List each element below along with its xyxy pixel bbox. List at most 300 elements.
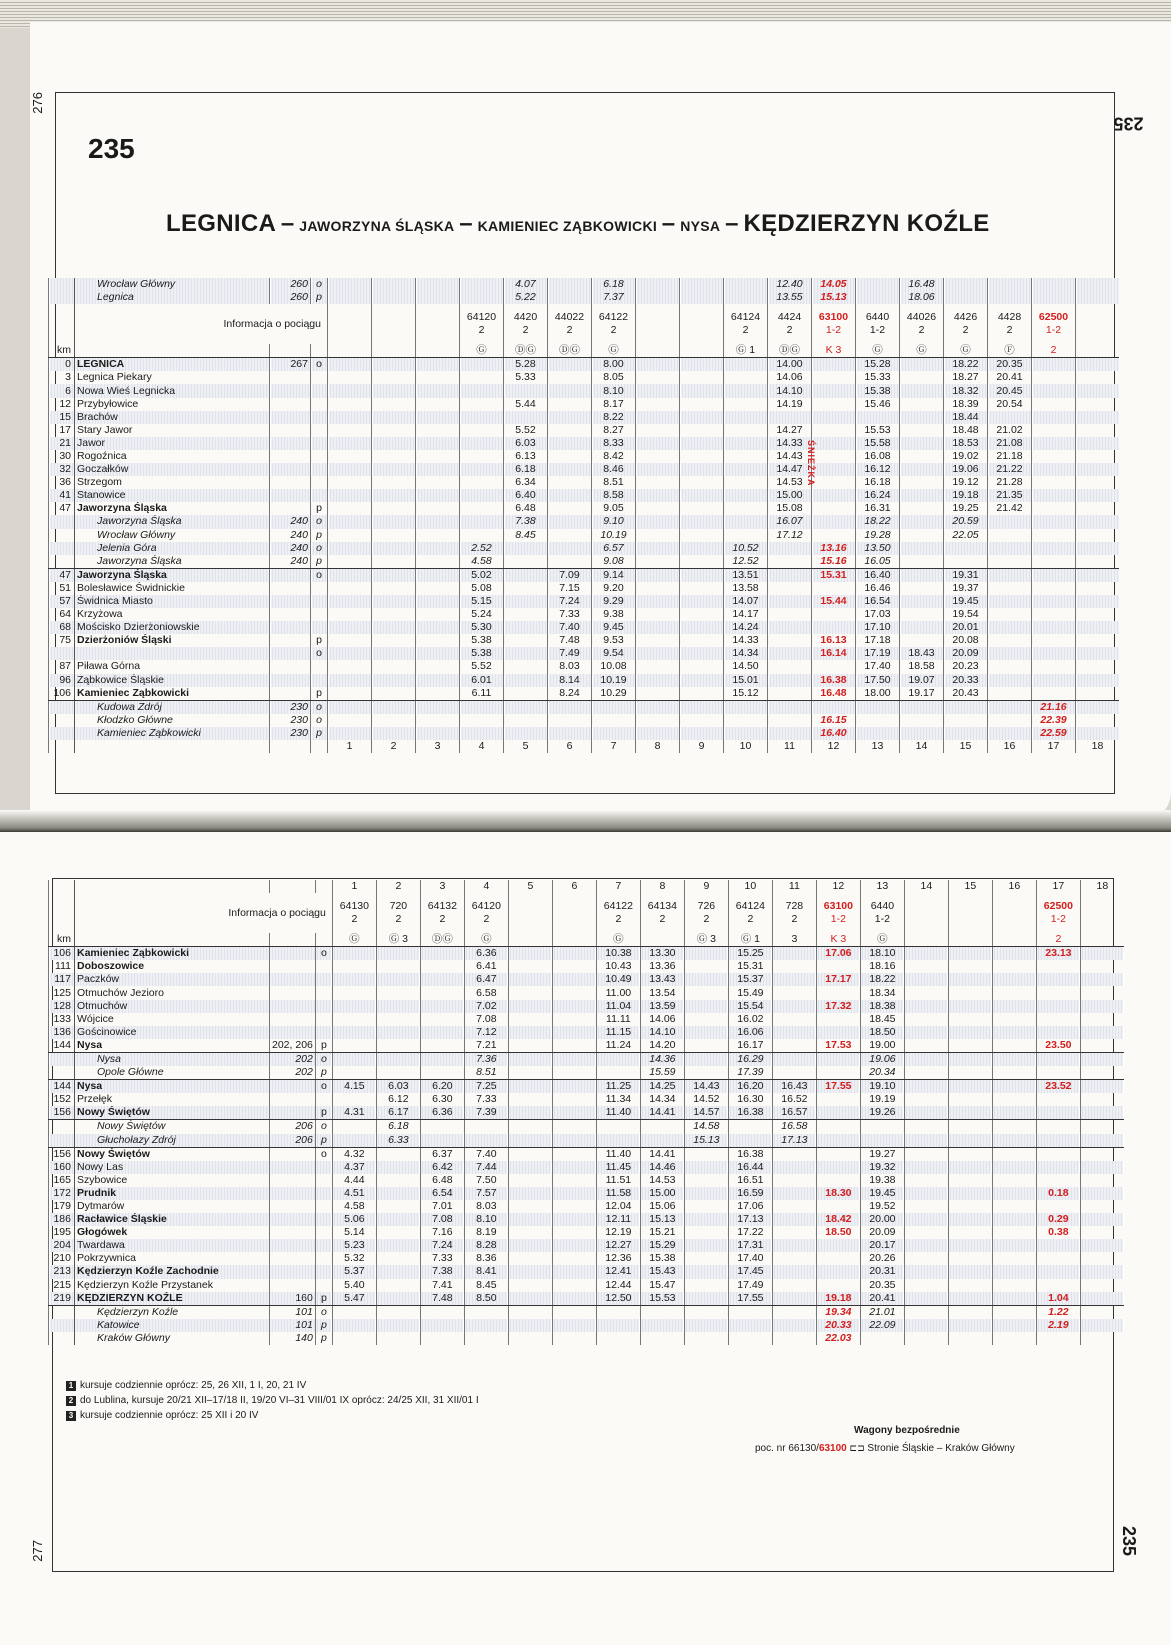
time-cell — [900, 476, 944, 489]
km-cell: 219 — [49, 1292, 75, 1306]
station-name: Otmuchów — [75, 1000, 270, 1013]
station-row — [49, 1187, 1124, 1200]
time-cell — [680, 555, 724, 569]
train-symbol: Ⓖ 1 — [728, 933, 772, 947]
km-cell: 3 — [49, 371, 75, 384]
footnote-3 — [66, 1410, 258, 1421]
time-cell — [992, 1332, 1036, 1345]
time-cell — [552, 1134, 596, 1148]
time-cell — [416, 714, 460, 727]
time-cell: 7.15 — [548, 582, 592, 595]
time-cell — [1080, 1239, 1124, 1252]
time-cell — [900, 450, 944, 463]
time-cell — [332, 1000, 376, 1013]
time-cell — [1036, 1174, 1080, 1187]
time-cell: 14.34 — [724, 647, 768, 660]
time-cell — [328, 384, 372, 397]
time-cell — [1036, 1147, 1080, 1161]
time-cell: 10.52 — [724, 542, 768, 555]
arr-dep-mark — [315, 1013, 332, 1026]
time-cell — [768, 542, 812, 555]
train-symbol: Ⓖ — [900, 344, 944, 358]
line-reference — [270, 1213, 316, 1226]
time-cell: 7.38 — [420, 1265, 464, 1278]
time-cell: 14.10 — [640, 1026, 684, 1039]
train-number: 6440 — [870, 900, 895, 913]
time-cell — [724, 450, 768, 463]
time-cell: 16.14 — [812, 647, 856, 660]
time-cell — [508, 1026, 552, 1039]
time-cell — [1080, 1026, 1124, 1039]
time-cell: 7.33 — [464, 1093, 508, 1106]
time-cell: 15.13 — [640, 1213, 684, 1226]
time-cell — [332, 1039, 376, 1053]
time-cell — [504, 634, 548, 647]
time-cell: 4.58 — [332, 1200, 376, 1213]
time-cell — [508, 1000, 552, 1013]
time-cell: 21.02 — [988, 424, 1032, 437]
line-reference — [270, 411, 311, 424]
arr-dep-mark: o — [315, 1305, 332, 1319]
time-cell: 18.43 — [900, 647, 944, 660]
time-cell — [680, 727, 724, 740]
station-name: Mościsko Dzierżoniowskie — [75, 621, 270, 634]
time-cell — [552, 1213, 596, 1226]
time-cell: 19.06 — [860, 1052, 904, 1066]
time-cell — [376, 986, 420, 999]
wagony-heading: Wagony bezpośrednie — [854, 1425, 960, 1436]
train-header — [596, 893, 640, 933]
time-cell: 19.37 — [944, 582, 988, 595]
time-cell — [376, 960, 420, 973]
time-cell: 16.52 — [772, 1093, 816, 1106]
time-cell — [416, 398, 460, 411]
time-cell — [772, 1147, 816, 1161]
time-cell — [420, 1013, 464, 1026]
time-cell: 7.40 — [548, 621, 592, 634]
time-cell: 19.18 — [816, 1292, 860, 1306]
time-cell — [552, 1052, 596, 1066]
time-cell: 8.58 — [592, 489, 636, 502]
op-spacer — [315, 933, 332, 947]
time-cell — [508, 960, 552, 973]
time-cell — [724, 384, 768, 397]
column-number: 10 — [724, 740, 768, 753]
station-name: Twardawa — [75, 1239, 270, 1252]
time-cell: 19.38 — [860, 1174, 904, 1187]
connection-row — [49, 1066, 1124, 1080]
arr-dep-mark — [315, 1200, 332, 1213]
time-cell — [944, 278, 988, 291]
station-name: Prudnik — [75, 1187, 270, 1200]
time-cell — [328, 358, 372, 372]
time-cell — [948, 960, 992, 973]
time-cell: 8.17 — [592, 398, 636, 411]
arr-dep-mark — [315, 1093, 332, 1106]
time-cell — [416, 568, 460, 582]
time-cell — [376, 1039, 420, 1053]
train-symbol: 2 — [1036, 933, 1080, 947]
time-cell — [1032, 634, 1076, 647]
station-row — [49, 1174, 1124, 1187]
time-cell: 8.36 — [464, 1252, 508, 1265]
time-cell: 10.49 — [596, 973, 640, 986]
time-cell — [416, 608, 460, 621]
time-cell — [332, 947, 376, 961]
train-class: 2 — [747, 913, 754, 926]
km-cell — [49, 542, 75, 555]
time-cell — [460, 502, 504, 515]
column-number: 7 — [596, 880, 640, 893]
time-cell — [596, 1134, 640, 1148]
time-cell: 18.32 — [944, 384, 988, 397]
time-cell — [504, 660, 548, 673]
time-cell — [548, 291, 592, 304]
time-cell: 19.45 — [944, 595, 988, 608]
time-cell: 7.09 — [548, 568, 592, 582]
time-cell — [724, 489, 768, 502]
time-cell: 19.31 — [944, 568, 988, 582]
time-cell — [508, 1039, 552, 1053]
train-number: 4428 — [997, 311, 1022, 324]
time-cell — [724, 476, 768, 489]
time-cell — [416, 582, 460, 595]
time-cell — [636, 687, 680, 701]
time-cell: 14.17 — [724, 608, 768, 621]
train-symbol — [372, 344, 416, 358]
train-number: 64122 — [598, 311, 629, 324]
time-cell — [768, 700, 812, 714]
time-cell — [812, 358, 856, 372]
time-cell — [552, 1319, 596, 1332]
time-cell: 19.00 — [860, 1039, 904, 1053]
time-cell — [856, 700, 900, 714]
km-cell: 152 — [49, 1093, 75, 1106]
time-cell: 15.59 — [640, 1066, 684, 1080]
time-cell — [460, 515, 504, 528]
arr-dep-mark: o — [311, 542, 328, 555]
time-cell — [680, 700, 724, 714]
time-cell — [772, 1332, 816, 1345]
time-cell — [372, 358, 416, 372]
time-cell: 8.28 — [464, 1239, 508, 1252]
arr-dep-mark — [311, 476, 328, 489]
time-cell — [812, 371, 856, 384]
time-cell — [768, 687, 812, 701]
time-cell — [416, 647, 460, 660]
time-cell: 16.57 — [772, 1106, 816, 1120]
time-cell — [1076, 542, 1120, 555]
time-cell — [1032, 515, 1076, 528]
time-cell — [328, 674, 372, 687]
train-header — [1032, 304, 1076, 344]
time-cell — [948, 986, 992, 999]
time-cell — [816, 1106, 860, 1120]
time-cell — [328, 489, 372, 502]
station-row — [49, 1147, 1124, 1161]
time-cell — [1036, 1000, 1080, 1013]
km-cell: 106 — [49, 947, 75, 961]
time-cell — [376, 1213, 420, 1226]
time-cell — [592, 727, 636, 740]
time-cell: 20.00 — [860, 1213, 904, 1226]
time-cell: 18.50 — [860, 1026, 904, 1039]
time-cell — [508, 1213, 552, 1226]
column-number: 12 — [816, 880, 860, 893]
km-cell: 125 — [49, 986, 75, 999]
time-cell — [420, 1305, 464, 1319]
station-name: Nowy Świętów — [75, 1106, 270, 1120]
time-cell — [904, 960, 948, 973]
time-cell — [504, 674, 548, 687]
train-class: 2 — [742, 324, 749, 337]
train-number: 64134 — [647, 900, 677, 913]
time-cell — [948, 1174, 992, 1187]
time-cell — [728, 1305, 772, 1319]
time-cell — [332, 1026, 376, 1039]
station-name: Stanowice — [75, 489, 270, 502]
time-cell — [772, 1161, 816, 1174]
time-cell — [552, 986, 596, 999]
time-cell — [680, 463, 724, 476]
time-cell — [372, 411, 416, 424]
time-cell — [464, 1120, 508, 1134]
time-cell — [904, 1013, 948, 1026]
time-cell — [900, 700, 944, 714]
train-symbol — [640, 933, 684, 947]
time-cell — [992, 947, 1036, 961]
time-cell — [636, 555, 680, 569]
arr-dep-mark: p — [311, 555, 328, 569]
title-dash: – — [459, 210, 473, 237]
time-cell — [812, 660, 856, 673]
time-cell — [636, 727, 680, 740]
time-cell — [724, 529, 768, 542]
time-cell: 13.51 — [724, 568, 768, 582]
time-cell: 14.33 — [768, 437, 812, 450]
time-cell — [460, 714, 504, 727]
time-cell — [724, 291, 768, 304]
line-reference: 206 — [270, 1120, 316, 1134]
time-cell: 19.07 — [900, 674, 944, 687]
time-cell: 17.17 — [816, 973, 860, 986]
time-cell — [332, 1093, 376, 1106]
time-cell — [552, 1066, 596, 1080]
time-cell — [724, 700, 768, 714]
time-cell — [640, 1120, 684, 1134]
station-name: Nysa — [75, 1039, 270, 1053]
km-cell: 144 — [49, 1039, 75, 1053]
km-cell: 17 — [49, 424, 75, 437]
time-cell — [988, 714, 1032, 727]
time-cell: 19.17 — [900, 687, 944, 701]
station-name: Piława Górna — [75, 660, 270, 673]
arr-dep-mark: o — [311, 714, 328, 727]
time-cell — [636, 502, 680, 515]
station-name: Nowy Las — [75, 1161, 270, 1174]
time-cell — [724, 424, 768, 437]
time-cell — [508, 947, 552, 961]
km-cell — [49, 727, 75, 740]
time-cell — [636, 647, 680, 660]
time-cell — [416, 384, 460, 397]
time-cell: 12.04 — [596, 1200, 640, 1213]
arr-dep-mark — [315, 1239, 332, 1252]
time-cell: 22.05 — [944, 529, 988, 542]
time-cell — [548, 371, 592, 384]
km-spacer — [49, 740, 75, 753]
time-cell — [416, 529, 460, 542]
time-cell — [856, 291, 900, 304]
time-cell — [1076, 476, 1120, 489]
time-cell — [332, 1120, 376, 1134]
train-header — [1080, 893, 1124, 933]
time-cell: 10.43 — [596, 960, 640, 973]
time-cell — [816, 1174, 860, 1187]
time-cell — [328, 542, 372, 555]
time-cell — [636, 371, 680, 384]
time-cell — [548, 463, 592, 476]
time-cell — [1032, 398, 1076, 411]
time-cell: 5.52 — [460, 660, 504, 673]
train-symbol: 3 — [772, 933, 816, 947]
time-cell: 7.01 — [420, 1200, 464, 1213]
station-name: Kamieniec Ząbkowicki — [75, 687, 270, 701]
time-cell — [768, 714, 812, 727]
time-cell — [992, 1052, 1036, 1066]
time-cell — [904, 1080, 948, 1094]
km-cell: 215 — [49, 1279, 75, 1292]
time-cell: 7.48 — [420, 1292, 464, 1306]
time-cell — [1076, 278, 1120, 291]
time-cell — [992, 1292, 1036, 1306]
time-cell: 8.14 — [548, 674, 592, 687]
line-reference — [270, 1174, 316, 1187]
time-cell — [992, 986, 1036, 999]
arr-dep-mark: o — [315, 947, 332, 961]
time-cell: 8.05 — [592, 371, 636, 384]
time-cell — [1036, 1013, 1080, 1026]
arr-dep-mark — [315, 1000, 332, 1013]
time-cell — [328, 371, 372, 384]
time-cell: 20.54 — [988, 398, 1032, 411]
time-cell: 17.19 — [856, 647, 900, 660]
line-reference — [270, 371, 311, 384]
station-name — [75, 647, 270, 660]
time-cell: 9.08 — [592, 555, 636, 569]
time-cell: 22.03 — [816, 1332, 860, 1345]
time-cell — [328, 568, 372, 582]
time-cell: 20.31 — [860, 1265, 904, 1278]
km-cell — [49, 529, 75, 542]
time-cell: 18.30 — [816, 1187, 860, 1200]
time-cell: 14.06 — [768, 371, 812, 384]
time-cell — [900, 727, 944, 740]
station-row — [49, 621, 1120, 634]
station-name: Wrocław Główny — [75, 278, 270, 291]
train-header — [332, 893, 376, 933]
time-cell: 5.06 — [332, 1213, 376, 1226]
time-cell: 14.53 — [640, 1174, 684, 1187]
column-number: 11 — [768, 740, 812, 753]
train-class: 1-2 — [869, 324, 886, 337]
time-cell — [684, 1305, 728, 1319]
time-cell: 19.19 — [860, 1093, 904, 1106]
time-cell: 18.22 — [860, 973, 904, 986]
arr-dep-mark: p — [315, 1066, 332, 1080]
time-cell: 21.42 — [988, 502, 1032, 515]
time-cell — [640, 1332, 684, 1345]
time-cell: 18.53 — [944, 437, 988, 450]
time-cell — [636, 437, 680, 450]
time-cell — [504, 621, 548, 634]
time-cell — [1076, 437, 1120, 450]
time-cell — [1032, 489, 1076, 502]
time-cell: 14.43 — [684, 1080, 728, 1094]
time-cell: 7.38 — [504, 515, 548, 528]
time-cell: 20.41 — [860, 1292, 904, 1306]
arr-dep-mark — [311, 371, 328, 384]
time-cell: 5.24 — [460, 608, 504, 621]
time-cell — [508, 973, 552, 986]
time-cell — [900, 568, 944, 582]
time-cell — [992, 1013, 1036, 1026]
column-number: 13 — [856, 740, 900, 753]
train-symbol: K 3 — [812, 344, 856, 358]
time-cell: 21.01 — [860, 1305, 904, 1319]
op-spacer — [311, 344, 328, 358]
time-cell: 8.10 — [592, 384, 636, 397]
time-cell — [548, 714, 592, 727]
time-cell — [420, 1134, 464, 1148]
train-symbol: Ⓖ — [596, 933, 640, 947]
time-cell — [596, 1319, 640, 1332]
time-cell — [1032, 278, 1076, 291]
station-row — [49, 476, 1120, 489]
train-class: 2 — [610, 324, 617, 337]
time-cell — [508, 986, 552, 999]
km-cell: 21 — [49, 437, 75, 450]
time-cell — [684, 1174, 728, 1187]
arr-dep-mark — [311, 384, 328, 397]
time-cell — [548, 502, 592, 515]
time-cell: 5.32 — [332, 1252, 376, 1265]
time-cell: 13.30 — [640, 947, 684, 961]
time-cell — [1080, 986, 1124, 999]
time-cell — [948, 1066, 992, 1080]
train-symbol: Ⓖ — [592, 344, 636, 358]
column-number: 9 — [684, 880, 728, 893]
time-cell — [948, 1279, 992, 1292]
time-cell — [508, 1134, 552, 1148]
station-row — [49, 595, 1120, 608]
time-cell — [856, 278, 900, 291]
time-cell: 19.26 — [860, 1106, 904, 1120]
time-cell — [636, 515, 680, 528]
time-cell — [420, 1332, 464, 1345]
time-cell — [636, 398, 680, 411]
time-cell: 15.44 — [812, 595, 856, 608]
time-cell — [552, 1039, 596, 1053]
time-cell: 16.51 — [728, 1174, 772, 1187]
station-row — [49, 450, 1120, 463]
time-cell — [948, 1332, 992, 1345]
time-cell — [768, 555, 812, 569]
time-cell — [416, 515, 460, 528]
time-cell: 14.06 — [640, 1013, 684, 1026]
time-cell — [460, 291, 504, 304]
time-cell — [552, 1332, 596, 1345]
